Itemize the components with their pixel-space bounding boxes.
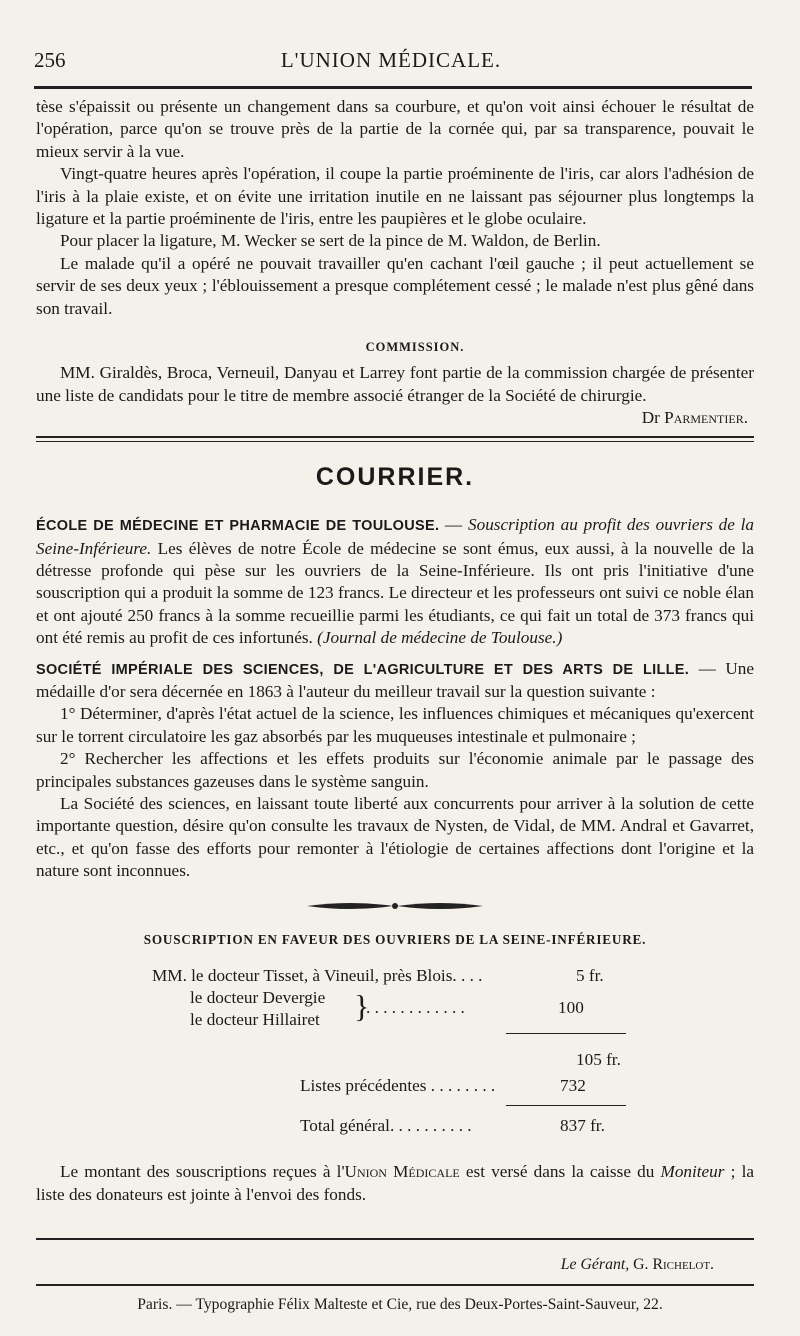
lille-item — [36, 658, 754, 704]
article-paragraph: Vingt-quatre heures après l'opération, il coupe la partie proéminente de l'iris, car alors l'adhésion de l'iris à la plaie existe, et on évite une irritation inutile en ne laissant pas séjourner plus longtemps la ligature et la partie proéminente de l'iris, entre les paupières et le globe oculaire. — [36, 164, 754, 229]
article-paragraph: Le malade qu'il a opéré ne pouvait travailler qu'en cachant l'œil gauche ; il peut actuellement se servir de ses deux yeux ; l'éblouissement a presque complétement cessé ; le malade n'est plus gêné dans son travail. — [36, 253, 754, 318]
toulouse-item — [36, 514, 754, 649]
gerant-signature — [561, 1256, 714, 1274]
page-header — [30, 48, 752, 76]
closing-text: est versé dans la caisse du — [459, 1162, 661, 1182]
previous-lists-label: Listes précédentes . . . . . . . . — [300, 1076, 496, 1096]
previous-lists-amount: 732 — [560, 1076, 586, 1096]
footer-rule — [36, 1284, 754, 1286]
courrier-heading: COURRIER. — [315, 462, 475, 491]
lille-question-2: 2° Rechercher les affections et les effets produits sur l'économie animale par le passage des principales substances gazeuses dans le système sanguin. — [36, 749, 754, 791]
commission-signature — [36, 407, 748, 429]
gerant-name: G. Richelot. — [629, 1256, 714, 1273]
toulouse-subtitle: Souscription au profit des ouvriers de la Seine-Inférieure. — [36, 515, 754, 558]
toulouse-dash: — — [439, 515, 468, 535]
subscriber-row-amount: 100 — [558, 998, 584, 1018]
subscriber-row-name: le docteur Devergie — [190, 988, 326, 1008]
printer-imprint: Paris. — Typographie Félix Malteste et Cie, rue des Deux-Portes-Saint-Sauveur, 22. — [137, 1296, 663, 1313]
total-amount: 837 fr. — [560, 1116, 605, 1136]
subscriber-row-name: le docteur Hillairet — [190, 1010, 320, 1030]
header-rule — [34, 86, 752, 89]
closing-moniteur: Moniteur — [660, 1162, 725, 1182]
subscriber-row-amount: 5 fr. — [576, 966, 604, 986]
lille-heading: SOCIÉTÉ IMPÉRIALE DES SCIENCES, DE L'AGRICULTURE ET DES ARTS DE LILLE. — [36, 661, 690, 678]
subtotal-amount: 105 fr. — [576, 1050, 621, 1070]
article-paragraph: tèse s'épaissit ou présente un changement dans sa courbure, et qu'on voit ainsi échouer le résultat de l'opération, parce qu'on se trouve près de la partie de la cornée qui, par sa transparence, pouvait le mieux servir à la vue. — [36, 97, 754, 161]
subscription-heading: SOUSCRIPTION EN FAVEUR DES OUVRIERS DE LA SEINE-INFÉRIEURE. — [143, 932, 647, 947]
commission-text: MM. Giraldès, Broca, Verneuil, Danyau et Larrey font partie de la commission chargée de présenter une liste de candidats pour le titre de membre associé étranger de la Société de chirurgie. — [36, 363, 754, 405]
signature-prefix: Dr — [641, 408, 665, 428]
page-body — [36, 96, 754, 1206]
sum-rule — [506, 1105, 626, 1106]
journal-title: L'UNION MÉDICALE. — [280, 48, 502, 72]
toulouse-heading: ÉCOLE DE MÉDECINE ET PHARMACIE DE TOULOUSE. — [36, 518, 440, 535]
signature-name: Parmentier. — [664, 408, 748, 428]
total-label: Total général. . . . . . . . . . — [300, 1116, 472, 1136]
subscription-closing — [36, 1161, 754, 1206]
brace-icon: } — [354, 988, 370, 1025]
toulouse-source: (Journal de médecine de Toulouse.) — [317, 628, 563, 648]
section-divider — [36, 436, 754, 442]
ornament-divider — [36, 897, 754, 919]
subscriber-dots: . . . . . . . . . . . . — [366, 998, 465, 1018]
toulouse-text: Les élèves de notre École de médecine se sont émus, eux aussi, à la nouvelle de la détresse profonde qui pèse sur les ouvriers de la Seine-Inférieure. Ils ont pris l'initiative d'une souscription qui a produit la somme de 123 francs. Le directeur et les professeurs ont suivi ce noble élan et ont ajouté 250 francs à la somme recueillie parmi les étudiants, ce qui fait un total de 373 francs qui ont été remis au profit de ces infortunés. — [36, 538, 754, 648]
commission-heading: COMMISSION. — [365, 340, 465, 355]
subscriber-row-name: MM. le docteur Tisset, à Vineuil, près Blois. . . . — [152, 966, 483, 986]
gerant-label: Le Gérant, — [560, 1256, 630, 1273]
article-paragraph: Pour placer la ligature, M. Wecker se sert de la pince de M. Waldon, de Berlin. — [60, 231, 601, 251]
lille-text: La Société des sciences, en laissant toute liberté aux concurrents pour arriver à la solution de cette importante question, désire qu'on consulte les travaux de Nysten, de Vidal, de MM. Andral et Gavarret, etc., et qu'on fasse des efforts pour remonter à l'étiologie de certaines affections dont l'origine et la nature sont inconnues. — [36, 793, 754, 881]
lille-question-1: 1° Déterminer, d'après l'état actuel de la science, les influences chimiques et mécaniques qu'exercent sur le torrent circulatoire les gaz absorbés par les muqueuses intestinale et pulmonaire ; — [36, 704, 754, 746]
page-number: 256 — [34, 48, 66, 72]
ornament-icon — [305, 899, 485, 913]
subscription-table — [36, 965, 754, 1161]
closing-text: Le montant des souscriptions reçues à l' — [60, 1162, 345, 1182]
sum-rule — [506, 1033, 626, 1034]
lille-intro: — Une médaille d'or sera décernée en 1863 à l'auteur du meilleur travail sur la question suivante : — [36, 658, 754, 701]
footer-rule — [36, 1238, 754, 1240]
closing-journal: Union Médicale — [344, 1162, 460, 1182]
closing-text: ; la liste des donateurs est jointe à l'envoi des fonds. — [36, 1162, 755, 1204]
